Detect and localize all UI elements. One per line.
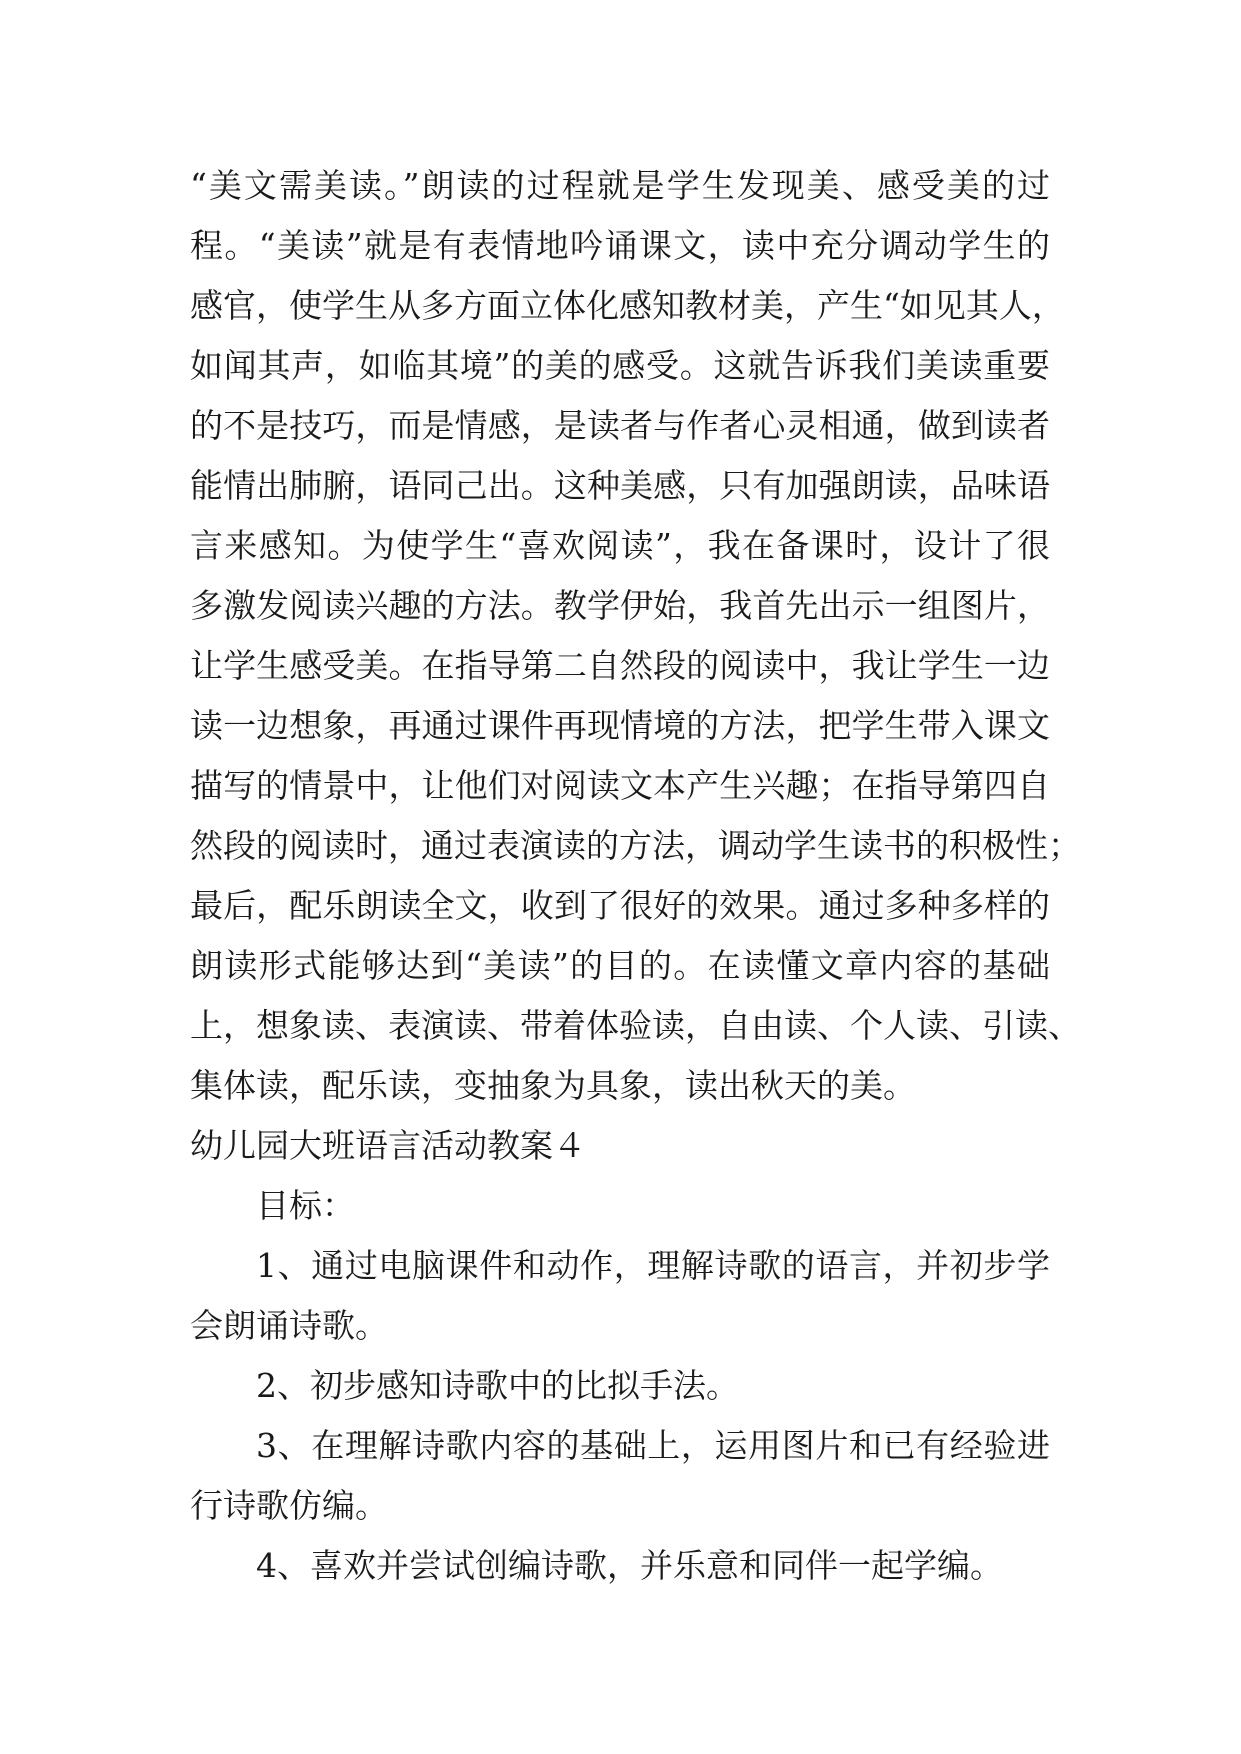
section-title: 幼儿园大班语言活动教案４ [190, 1126, 586, 1165]
body-text-line: 上，想象读、表演读、带着体验读，自由读、个人读、引读、 [190, 1006, 1081, 1045]
body-text-line: 集体读，配乐读，变抽象为具象，读出秋天的美。 [190, 1066, 916, 1105]
body-text-line: 读一边想象，再通过课件再现情境的方法，把学生带入课文 [190, 706, 1050, 745]
goals-heading: 目标： [256, 1186, 355, 1225]
goal-item-1-continued: 会朗诵诗歌。 [190, 1306, 388, 1345]
body-text-line: 感官，使学生从多方面立体化感知教材美，产生“如见其人， [190, 286, 1065, 325]
body-text-line: 让学生感受美。在指导第二自然段的阅读中，我让学生一边 [190, 646, 1050, 685]
body-text-line: 言来感知。为使学生“喜欢阅读”，我在备课时，设计了很 [190, 526, 1050, 565]
body-text-line: 多激发阅读兴趣的方法。教学伊始，我首先出示一组图片， [190, 586, 1050, 625]
goal-item-3: 3、在理解诗歌内容的基础上，运用图片和已有经验进 [256, 1426, 1050, 1465]
goal-item-4: 4、喜欢并尝试创编诗歌，并乐意和同伴一起学编。 [256, 1546, 1003, 1585]
body-text-line: 朗读形式能够达到“美读”的目的。在读懂文章内容的基础 [190, 946, 1050, 985]
body-text-line: 程。“美读”就是有表情地吟诵课文，读中充分调动学生的 [190, 226, 1050, 265]
body-text-line: 的不是技巧，而是情感，是读者与作者心灵相通，做到读者 [190, 406, 1050, 445]
body-text-line: “美文需美读。”朗读的过程就是学生发现美、感受美的过 [190, 166, 1050, 205]
body-text-line: 然段的阅读时，通过表演读的方法，调动学生读书的积极性； [190, 826, 1081, 865]
goal-item-3-continued: 行诗歌仿编。 [190, 1486, 388, 1525]
body-text-line: 描写的情景中，让他们对阅读文本产生兴趣；在指导第四自 [190, 766, 1050, 805]
goal-item-1: 1、通过电脑课件和动作，理解诗歌的语言，并初步学 [256, 1246, 1050, 1285]
body-text-line: 如闻其声，如临其境”的美的感受。这就告诉我们美读重要 [190, 346, 1050, 385]
goal-item-2: 2、初步感知诗歌中的比拟手法。 [256, 1366, 739, 1405]
body-text-line: 能情出肺腑，语同己出。这种美感，只有加强朗读，品味语 [190, 466, 1050, 505]
body-text-line: 最后，配乐朗读全文，收到了很好的效果。通过多种多样的 [190, 886, 1050, 925]
